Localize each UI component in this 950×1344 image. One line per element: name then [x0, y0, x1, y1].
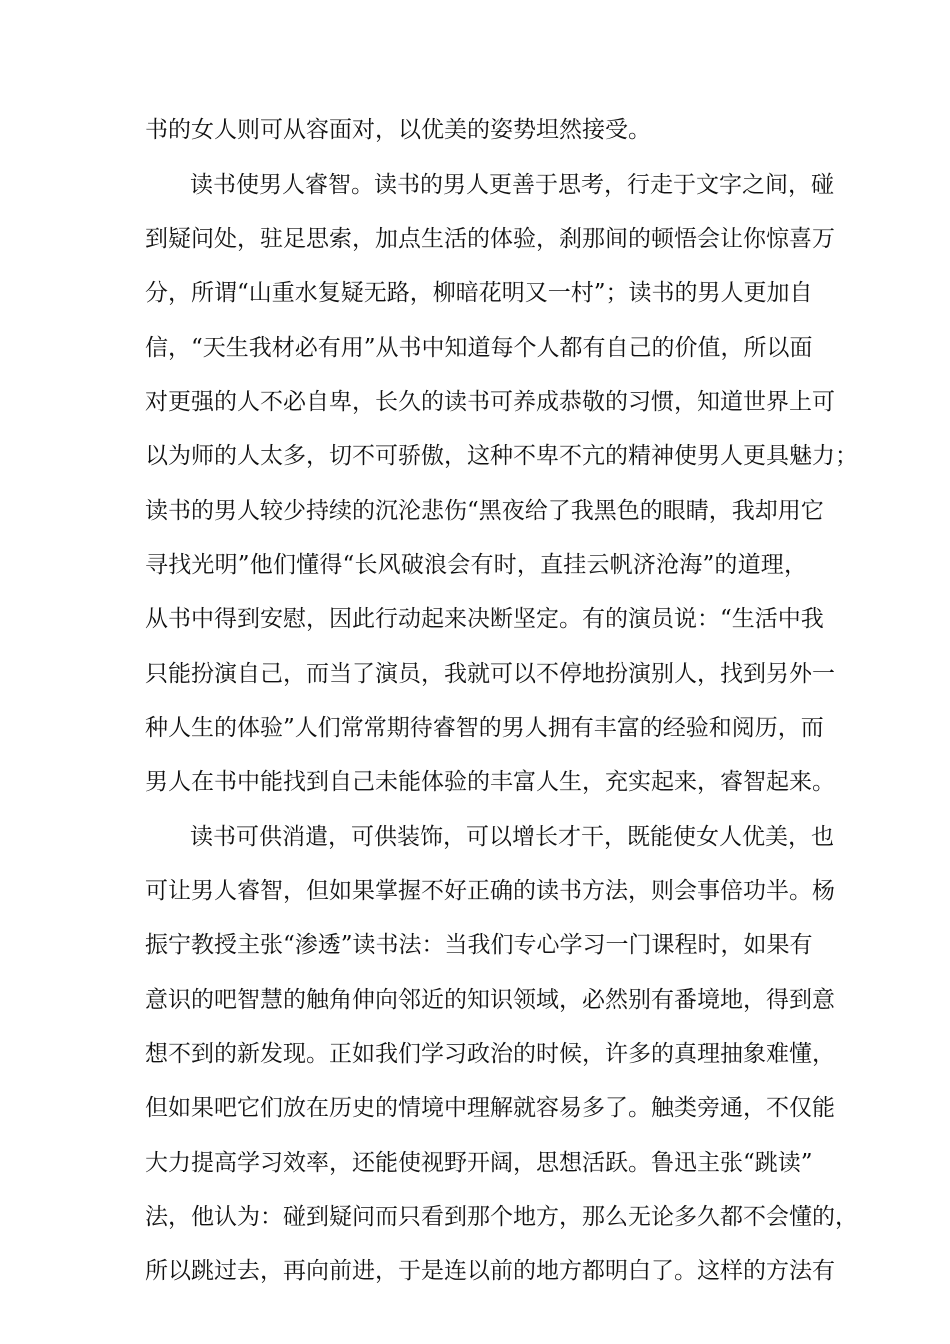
text-line: 读书可供消遣，可供装饰，可以增长才干，既能使女人优美，也	[190, 824, 834, 850]
text-line: 以为师的人太多，切不可骄傲，这种不卑不亢的精神使男人更具魅力；	[145, 443, 858, 469]
text-line: 读书使男人睿智。读书的男人更善于思考，行走于文字之间，碰	[190, 172, 834, 198]
text-line: 读书的男人较少持续的沉沦悲伤“黑夜给了我黑色的眼睛，我却用它	[145, 498, 824, 524]
text-line: 所以跳过去，再向前进，于是连以前的地方都明白了。这样的方法有	[145, 1258, 835, 1284]
text-line: 到疑问处，驻足思索，加点生活的体验，刹那间的顿悟会让你惊喜万	[145, 226, 835, 252]
text-line: 书的女人则可从容面对，以优美的姿势坦然接受。	[145, 117, 651, 143]
text-line: 大力提高学习效率，还能使视野开阔，思想活跃。鲁迅主张“跳读”	[145, 1150, 813, 1176]
text-line: 种人生的体验”人们常常期待睿智的男人拥有丰富的经验和阅历，而	[145, 715, 824, 741]
text-line: 男人在书中能找到自己未能体验的丰富人生，充实起来，睿智起来。	[145, 769, 835, 795]
text-line: 意识的吧智慧的触角伸向邻近的知识领域，必然别有番境地，得到意	[145, 987, 835, 1013]
text-line: 只能扮演自己，而当了演员，我就可以不停地扮演别人，找到另外一	[145, 661, 835, 687]
text-line: 分，所谓“山重水复疑无路，柳暗花明又一村”；读书的男人更加自	[145, 280, 813, 306]
text-line: 法，他认为：碰到疑问而只看到那个地方，那么无论多久都不会懂的，	[145, 1204, 858, 1230]
text-line: 可让男人睿智，但如果掌握不好正确的读书方法，则会事倍功半。杨	[145, 878, 835, 904]
text-line: 振宁教授主张“渗透”读书法：当我们专心学习一门课程时，如果有	[145, 932, 813, 958]
text-line: 但如果吧它们放在历史的情境中理解就容易多了。触类旁通，不仅能	[145, 1095, 835, 1121]
text-line: 对更强的人不必自卑，长久的读书可养成恭敬的习惯，知道世界上可	[145, 389, 835, 415]
text-line: 想不到的新发现。正如我们学习政治的时候，许多的真理抽象难懂，	[145, 1041, 835, 1067]
text-line: 从书中得到安慰，因此行动起来决断坚定。有的演员说：“生活中我	[145, 606, 824, 632]
text-line: 寻找光明”他们懂得“长风破浪会有时，直挂云帆济沧海”的道理，	[145, 552, 807, 578]
text-line: 信，“天生我材必有用”从书中知道每个人都有自己的价值，所以面	[145, 335, 813, 361]
